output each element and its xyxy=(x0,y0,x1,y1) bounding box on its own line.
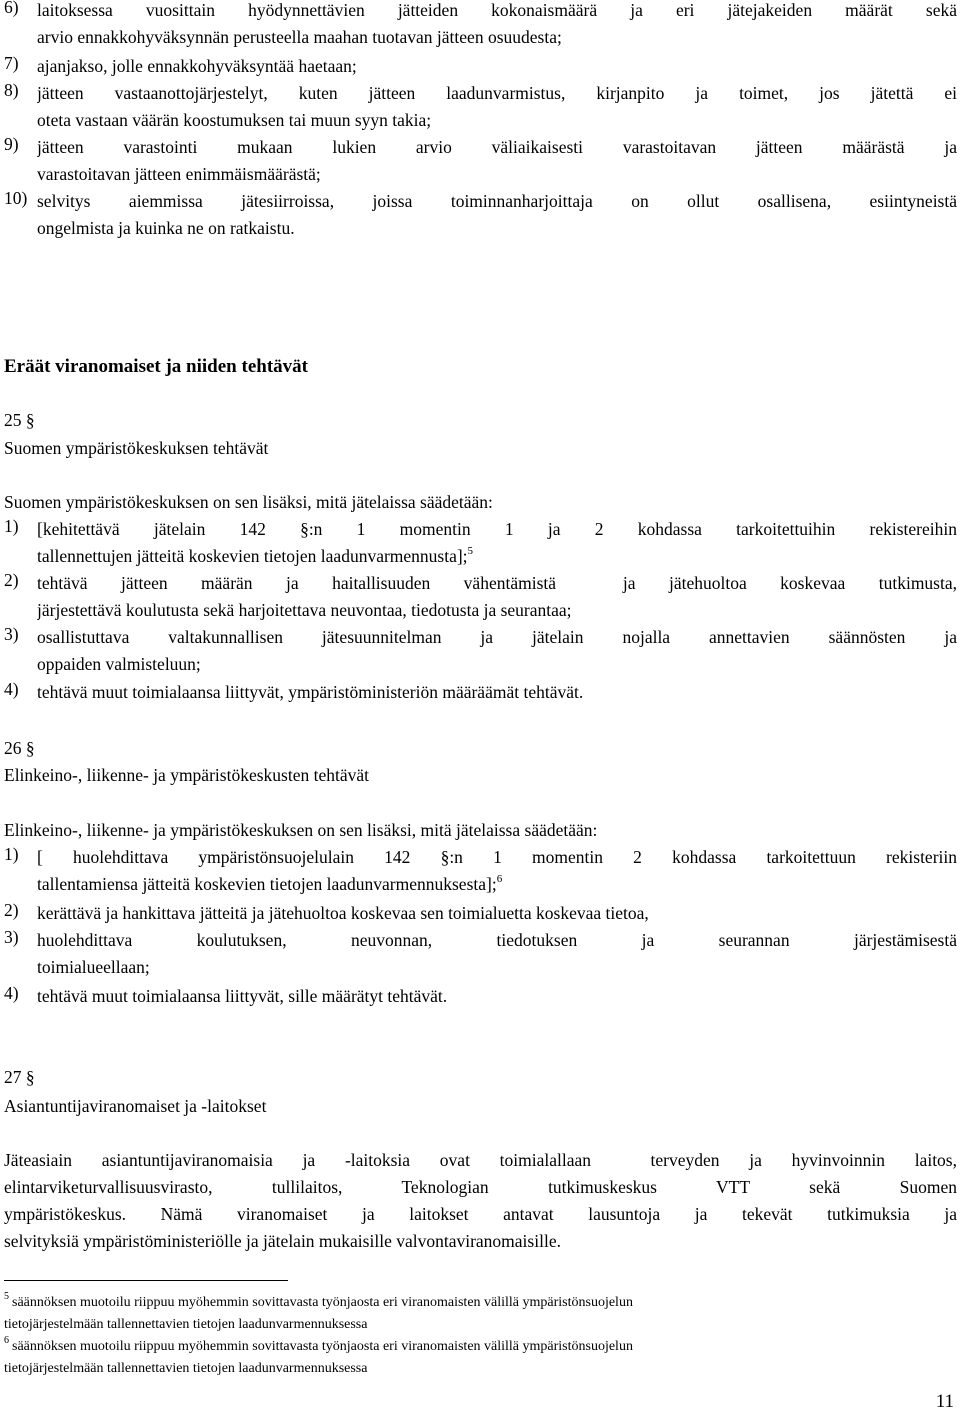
paragraph-line: ympäristökeskus. Nämä viranomaiset ja laitokset antavat lausuntoja ja tekevät tutkimuksia ja xyxy=(4,1204,957,1224)
list-item-text: kerättävä ja hankittava jätteitä ja jätehuoltoa koskevaa sen toimialuetta koskevaa tietoa, xyxy=(37,903,649,923)
section-number: 25 § xyxy=(4,410,35,430)
list-item-text: oppaiden valmisteluun; xyxy=(37,654,201,674)
list-item xyxy=(4,624,957,674)
footnote-mark: 6 xyxy=(4,1336,9,1346)
list-item-text: arvio ennakkohyväksynnän perusteella maahan tuotavan jätteen osuudesta; xyxy=(37,27,562,47)
list-item-number: 10) xyxy=(4,188,28,208)
list-item-text: ajanjakso, jolle ennakkohyväksyntää haetaan; xyxy=(37,56,357,76)
list-item-text: tehtävä jätteen määrän ja haitallisuuden vähentämistä ja jätehuoltoa koskevaa tutkimusta, xyxy=(37,573,957,593)
list-item-text: huolehdittava koulutuksen, neuvonnan, tiedotuksen ja seurannan järjestämisestä xyxy=(37,930,957,950)
list-item xyxy=(4,844,957,894)
paragraph-line: selvityksiä ympäristöministeriölle ja jätelain mukaisille valvontaviranomaisille. xyxy=(4,1231,561,1251)
footnote xyxy=(4,1336,957,1380)
list-item xyxy=(4,900,957,927)
list-item-number: 2) xyxy=(4,570,19,590)
list-item-text: järjestettävä koulutusta sekä harjoitettava neuvontaa, tiedotusta ja seurantaa; xyxy=(37,600,572,620)
footnote-divider xyxy=(4,1280,288,1281)
list-item-text: osallistuttava valtakunnallisen jätesuunnitelman ja jätelain nojalla annettavien säännösten ja xyxy=(37,627,957,647)
page-number: 11 xyxy=(935,1391,954,1412)
list-item-number: 6) xyxy=(4,0,19,17)
list-item-text: jätteen varastointi mukaan lukien arvio väliaikaisesti varastoitavan jätteen määrästä ja xyxy=(37,137,957,157)
footnote-text: säännöksen muotoilu riippuu myöhemmin sovittavasta työnjaosta eri viranomaisten välillä ympäristönsuojelun xyxy=(12,1339,633,1354)
list-item xyxy=(4,570,957,620)
list-item-number: 9) xyxy=(4,134,19,154)
list-item-number: 7) xyxy=(4,53,19,73)
list-item-text: jätteen vastaanottojärjestelyt, kuten jätteen laadunvarmistus, kirjanpito ja toimet, jos jätettä ei xyxy=(37,83,957,103)
footnote-text: tietojärjestelmään tallennettavien tietojen laadunvarmennuksessa xyxy=(4,1361,368,1376)
list-item-number: 4) xyxy=(4,983,19,1003)
list-item-text: ongelmista ja kuinka ne on ratkaistu. xyxy=(37,218,295,238)
list-item-text: [ huolehdittava ympäristönsuojelulain 142 §:n 1 momentin 2 kohdassa tarkoitettuun rekisteriin xyxy=(37,847,957,867)
footnote-text: säännöksen muotoilu riippuu myöhemmin sovittavasta työnjaosta eri viranomaisten välillä ympäristönsuojelun xyxy=(12,1295,633,1310)
paragraph-line: Jäteasiain asiantuntijaviranomaisia ja -laitoksia ovat toimialallaan terveyden ja hyvinvoinnin laitos, xyxy=(4,1150,957,1170)
document-page xyxy=(4,0,957,1425)
list-item xyxy=(4,679,957,706)
section-number: 26 § xyxy=(4,738,35,758)
chapter-heading: Eräät viranomaiset ja niiden tehtävät xyxy=(4,356,308,377)
list-item xyxy=(4,0,957,47)
footnote-reference: 6 xyxy=(496,873,503,885)
list-item-number: 1) xyxy=(4,844,19,864)
list-item xyxy=(4,53,957,80)
list-item-text: [kehitettävä jätelain 142 §:n 1 momentin 1 ja 2 kohdassa tarkoitettuihin rekistereihin xyxy=(37,519,957,539)
section-title: Elinkeino-, liikenne- ja ympäristökeskusten tehtävät xyxy=(4,765,369,785)
list-item-text: toimialueellaan; xyxy=(37,957,150,977)
list-item-text: oteta vastaan väärän koostumuksen tai muun syyn takia; xyxy=(37,110,432,130)
list-item xyxy=(4,188,957,238)
list-item xyxy=(4,80,957,130)
section-title: Suomen ympäristökeskuksen tehtävät xyxy=(4,438,269,458)
list-item xyxy=(4,134,957,184)
list-item xyxy=(4,516,957,566)
paragraph-line: elintarviketurvallisuusvirasto, tullilaitos, Teknologian tutkimuskeskus VTT sekä Suomen xyxy=(4,1177,957,1197)
list-item-number: 1) xyxy=(4,516,19,536)
footnote-reference: 5 xyxy=(467,545,474,557)
list-item-text: selvitys aiemmissa jätesiirroissa, joissa toiminnanharjoittaja on ollut osallisena, esiintyneistä xyxy=(37,191,957,211)
list-item-number: 2) xyxy=(4,900,19,920)
list-item-text: tehtävä muut toimialaansa liittyvät, ympäristöministeriön määräämät tehtävät. xyxy=(37,682,584,702)
list-item-text: varastoitavan jätteen enimmäismäärästä; xyxy=(37,164,321,184)
section-number: 27 § xyxy=(4,1067,35,1087)
list-item-number: 4) xyxy=(4,679,19,699)
footnote-text: tietojärjestelmään tallennettavien tietojen laadunvarmennuksessa xyxy=(4,1317,368,1332)
list-item-number: 3) xyxy=(4,927,19,947)
list-item-number: 3) xyxy=(4,624,19,644)
list-item-text: tehtävä muut toimialaansa liittyvät, sille määrätyt tehtävät. xyxy=(37,986,448,1006)
footnote xyxy=(4,1292,957,1336)
list-item-text: tallennettujen jätteitä koskevien tietojen laadunvarmennusta]; xyxy=(37,546,468,566)
section-intro: Elinkeino-, liikenne- ja ympäristökeskuksen on sen lisäksi, mitä jätelaissa säädetään: xyxy=(4,820,598,840)
list-item-text: tallentamiensa jätteitä koskevien tietojen laadunvarmennuksesta]; xyxy=(37,874,497,894)
section-paragraph xyxy=(4,1147,957,1251)
list-item-text: laitoksessa vuosittain hyödynnettävien jätteiden kokonaismäärä ja eri jätejakeiden määrät sekä xyxy=(37,0,957,20)
section-title: Asiantuntijaviranomaiset ja -laitokset xyxy=(4,1096,267,1116)
section-intro: Suomen ympäristökeskuksen on sen lisäksi, mitä jätelaissa säädetään: xyxy=(4,492,493,512)
footnote-mark: 5 xyxy=(4,1292,9,1302)
list-item-number: 8) xyxy=(4,80,19,100)
list-item xyxy=(4,927,957,977)
list-item xyxy=(4,983,957,1010)
